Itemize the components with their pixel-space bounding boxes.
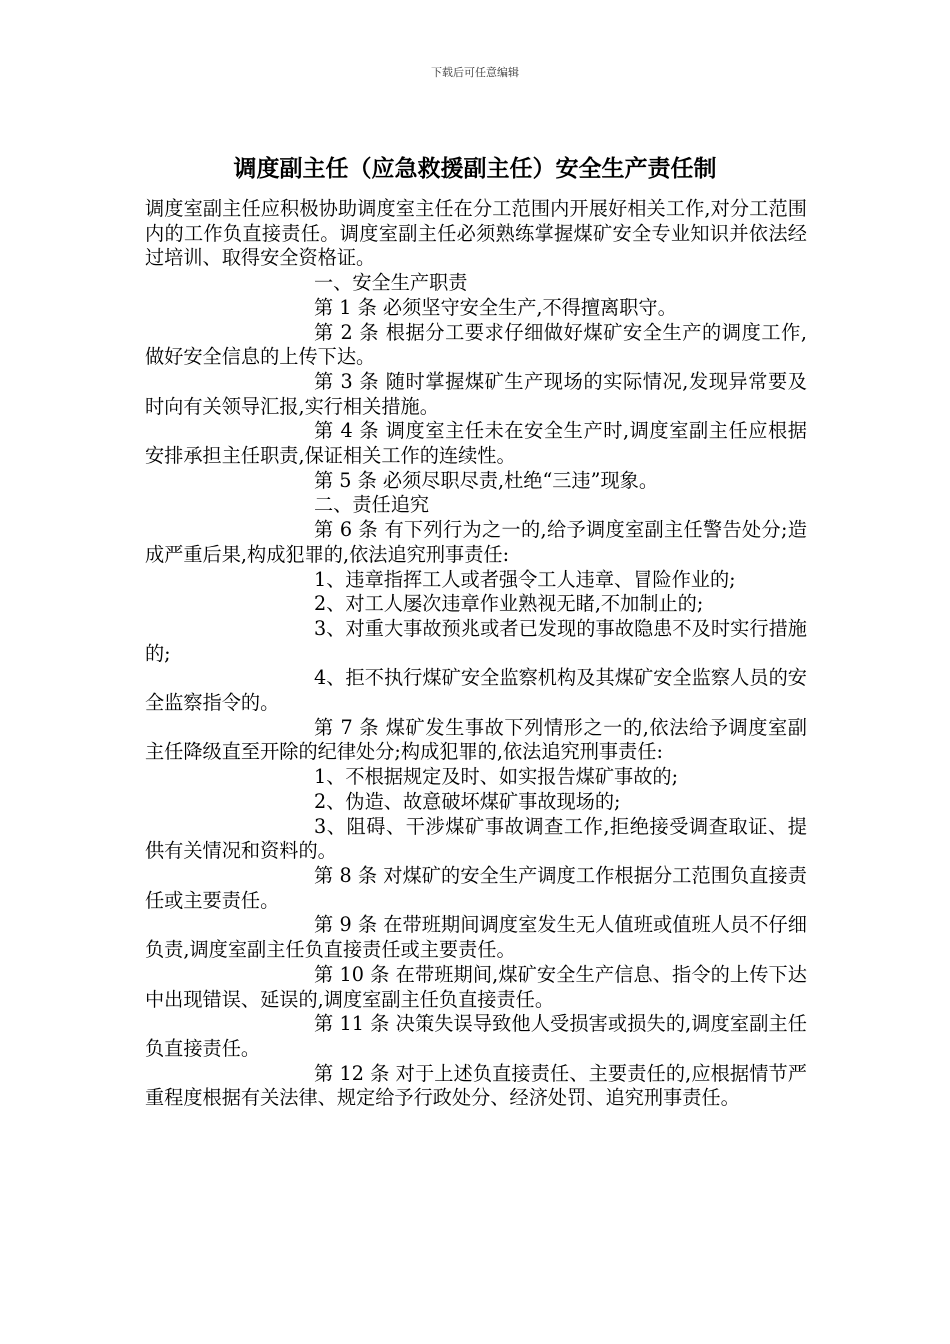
- document-paragraph: 2、对工人屡次违章作业熟视无睹,不加制止的;: [314, 592, 704, 616]
- document-paragraph: 第 3 条 随时掌握煤矿生产现场的实际情况,发现异常要及时向有关领导汇报,实行相关措施。: [145, 369, 807, 418]
- document-paragraph: 第 7 条 煤矿发生事故下列情形之一的,依法给予调度室副主任降级直至开除的纪律处分;构成犯罪的,依法追究刑事责任:: [145, 715, 807, 764]
- document-paragraph: 4、拒不执行煤矿安全监察机构及其煤矿安全监察人员的安全监察指令的。: [145, 666, 807, 715]
- document-paragraph: 第 5 条 必须尽职尽责,杜绝“三违”现象。: [314, 468, 659, 492]
- document-paragraph: 第 8 条 对煤矿的安全生产调度工作根据分工范围负直接责任或主要责任。: [145, 863, 807, 912]
- document-paragraph: 1、违章指挥工人或者强令工人违章、冒险作业的;: [314, 567, 736, 591]
- document-body: [145, 197, 807, 1111]
- document-paragraph: 调度室副主任应积极协助调度室主任在分工范围内开展好相关工作,对分工范围内的工作负直接责任。调度室副主任必须熟练掌握煤矿安全专业知识并依法经过培训、取得安全资格证。: [145, 197, 807, 270]
- document-paragraph: 第 6 条 有下列行为之一的,给予调度室副主任警告处分;造成严重后果,构成犯罪的,依法追究刑事责任:: [145, 518, 807, 566]
- document-paragraph: 二、责任追究: [314, 493, 430, 517]
- document-paragraph: 第 11 条 决策失误导致他人受损害或损失的,调度室副主任负直接责任。: [145, 1012, 807, 1060]
- document-paragraph: 第 9 条 在带班期间调度室发生无人值班或值班人员不仔细负责,调度室副主任负直接责任或主要责任。: [145, 913, 807, 962]
- document-paragraph: 一、安全生产职责: [314, 271, 468, 295]
- document-paragraph: 第 4 条 调度室主任未在安全生产时,调度室副主任应根据安排承担主任职责,保证相关工作的连续性。: [145, 419, 807, 468]
- document-title: 调度副主任（应急救援副主任）安全生产责任制: [233, 156, 717, 182]
- document-paragraph: 2、伪造、故意破坏煤矿事故现场的;: [314, 789, 621, 813]
- document-paragraph: 第 1 条 必须坚守安全生产,不得擅离职守。: [314, 295, 677, 319]
- document-paragraph: 1、不根据规定及时、如实报告煤矿事故的;: [314, 765, 679, 789]
- header-note: 下载后可任意编辑: [431, 66, 519, 79]
- document-paragraph: 3、阻碍、干涉煤矿事故调查工作,拒绝接受调查取证、提供有关情况和资料的。: [145, 814, 807, 863]
- document-paragraph: 第 10 条 在带班期间,煤矿安全生产信息、指令的上传下达中出现错误、延误的,调度室副主任负直接责任。: [145, 962, 807, 1011]
- document-paragraph: 第 2 条 根据分工要求仔细做好煤矿安全生产的调度工作,做好安全信息的上传下达。: [145, 320, 807, 369]
- document-paragraph: 第 12 条 对于上述负直接责任、主要责任的,应根据情节严重程度根据有关法律、规定给予行政处分、经济处罚、追究刑事责任。: [145, 1061, 807, 1110]
- document-paragraph: 3、对重大事故预兆或者已发现的事故隐患不及时实行措施的;: [145, 616, 807, 665]
